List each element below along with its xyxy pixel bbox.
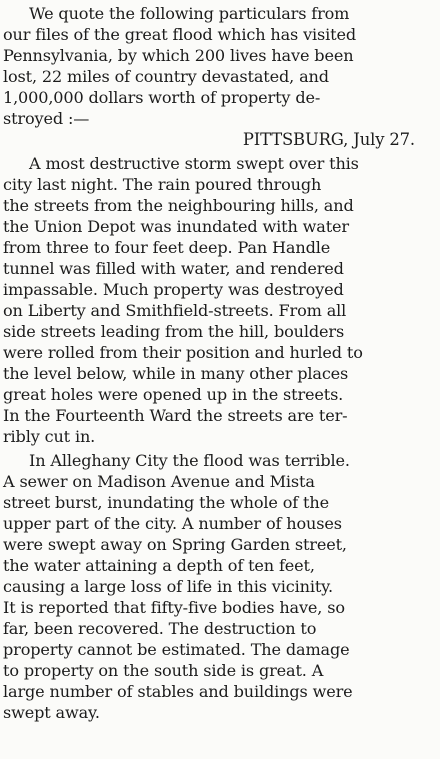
text-line: city last night. The rain poured through: [3, 175, 322, 194]
text-line: impassable. Much property was destroyed: [3, 280, 344, 299]
text-line: swept away.: [3, 703, 100, 722]
newspaper-clipping: [3, 3, 439, 723]
text-line: were rolled from their position and hurled to: [3, 343, 363, 362]
text-line: great holes were opened up in the streets.: [3, 385, 344, 404]
text-line: on Liberty and Smithfield-streets. From all: [3, 301, 347, 320]
text-line: far, been recovered. The destruction to: [3, 619, 317, 638]
text-line: It is reported that fifty-five bodies have, so: [3, 598, 345, 617]
text-line: In Alleghany City the flood was terrible.: [29, 451, 350, 470]
text-line: our files of the great flood which has visited: [3, 25, 357, 44]
text-line: Pennsylvania, by which 200 lives have been: [3, 46, 354, 65]
text-line: to property on the south side is great. A: [3, 661, 324, 680]
text-line: side streets leading from the hill, boulders: [3, 322, 345, 341]
text-line: were swept away on Spring Garden street,: [3, 535, 347, 554]
text-line: large number of stables and buildings were: [3, 682, 353, 701]
text-line: stroyed :—: [3, 109, 90, 128]
text-line: street burst, inundating the whole of the: [3, 493, 329, 512]
text-line: the level below, while in many other places: [3, 364, 349, 383]
text-line: A sewer on Madison Avenue and Mista: [3, 472, 315, 491]
text-line: the Union Depot was inundated with water: [3, 217, 349, 236]
text-line: A most destructive storm swept over this: [29, 154, 359, 173]
text-line: 1,000,000 dollars worth of property de-: [3, 88, 321, 107]
text-line: upper part of the city. A number of houses: [3, 514, 342, 533]
text-line: In the Fourteenth Ward the streets are ter-: [3, 406, 348, 425]
text-line: property cannot be estimated. The damage: [3, 640, 350, 659]
text-line: the streets from the neighbouring hills, and: [3, 196, 354, 215]
text-line: the water attaining a depth of ten feet,: [3, 556, 315, 575]
intro-paragraph: [3, 3, 439, 129]
text-line: from three to four feet deep. Pan Handle: [3, 238, 331, 257]
paragraph-alleghany: [3, 450, 439, 723]
text-line: We quote the following particulars from: [29, 4, 350, 23]
dateline: PITTSBURG, July 27.: [242, 130, 415, 149]
text-line: causing a large loss of life in this vicinity.: [3, 577, 333, 596]
text-line: tunnel was filled with water, and rendered: [3, 259, 344, 278]
text-line: lost, 22 miles of country devastated, and: [3, 67, 329, 86]
text-line: ribly cut in.: [3, 427, 96, 446]
paragraph-pittsburg: [3, 153, 439, 447]
